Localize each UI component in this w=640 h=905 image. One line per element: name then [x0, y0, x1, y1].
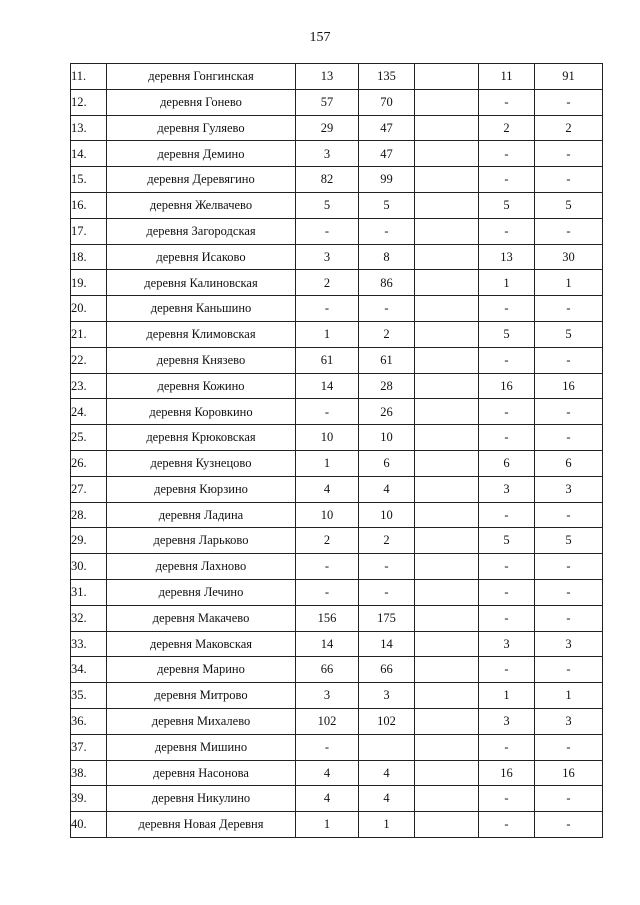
value-col-4: 5: [535, 528, 603, 554]
value-col-4: 1: [535, 270, 603, 296]
empty-col: [415, 89, 479, 115]
row-number: 26.: [71, 450, 107, 476]
value-col-3: -: [479, 657, 535, 683]
value-col-4: 3: [535, 631, 603, 657]
empty-col: [415, 218, 479, 244]
row-number: 13.: [71, 115, 107, 141]
settlement-name: деревня Кюрзино: [107, 476, 296, 502]
table-row: [71, 115, 603, 141]
value-col-3: -: [479, 786, 535, 812]
settlement-name: деревня Желвачево: [107, 192, 296, 218]
row-number: 35.: [71, 683, 107, 709]
empty-col: [415, 399, 479, 425]
row-number: 38.: [71, 760, 107, 786]
value-col-2: -: [359, 579, 415, 605]
table-row: [71, 657, 603, 683]
value-col-2: 26: [359, 399, 415, 425]
settlement-name: деревня Деревягино: [107, 167, 296, 193]
value-col-1: 2: [296, 270, 359, 296]
value-col-2: 175: [359, 605, 415, 631]
value-col-1: -: [296, 554, 359, 580]
value-col-4: -: [535, 579, 603, 605]
value-col-1: 14: [296, 631, 359, 657]
settlement-name: деревня Митрово: [107, 683, 296, 709]
table-row: [71, 734, 603, 760]
table-row: [71, 812, 603, 838]
row-number: 17.: [71, 218, 107, 244]
empty-col: [415, 64, 479, 90]
value-col-3: 11: [479, 64, 535, 90]
value-col-1: 1: [296, 812, 359, 838]
empty-col: [415, 321, 479, 347]
value-col-3: -: [479, 167, 535, 193]
table-row: [71, 399, 603, 425]
value-col-1: 3: [296, 683, 359, 709]
value-col-4: -: [535, 399, 603, 425]
empty-col: [415, 244, 479, 270]
empty-col: [415, 296, 479, 322]
settlement-name: деревня Гонево: [107, 89, 296, 115]
value-col-3: -: [479, 605, 535, 631]
value-col-2: 66: [359, 657, 415, 683]
value-col-1: 14: [296, 373, 359, 399]
value-col-1: -: [296, 579, 359, 605]
value-col-4: -: [535, 786, 603, 812]
value-col-3: -: [479, 218, 535, 244]
value-col-2: 61: [359, 347, 415, 373]
value-col-4: 16: [535, 373, 603, 399]
value-col-2: 4: [359, 476, 415, 502]
row-number: 34.: [71, 657, 107, 683]
row-number: 24.: [71, 399, 107, 425]
value-col-3: 16: [479, 760, 535, 786]
empty-col: [415, 192, 479, 218]
value-col-3: 5: [479, 321, 535, 347]
value-col-2: -: [359, 218, 415, 244]
empty-col: [415, 579, 479, 605]
table-row: [71, 528, 603, 554]
settlement-name: деревня Кожино: [107, 373, 296, 399]
settlement-name: деревня Лахново: [107, 554, 296, 580]
value-col-1: 10: [296, 425, 359, 451]
value-col-2: 10: [359, 425, 415, 451]
value-col-4: 1: [535, 683, 603, 709]
value-col-4: -: [535, 347, 603, 373]
value-col-1: 10: [296, 502, 359, 528]
value-col-4: -: [535, 167, 603, 193]
settlement-name: деревня Макачево: [107, 605, 296, 631]
value-col-3: 6: [479, 450, 535, 476]
row-number: 14.: [71, 141, 107, 167]
empty-col: [415, 141, 479, 167]
value-col-2: 8: [359, 244, 415, 270]
empty-col: [415, 631, 479, 657]
value-col-4: 91: [535, 64, 603, 90]
value-col-1: 61: [296, 347, 359, 373]
settlement-name: деревня Крюковская: [107, 425, 296, 451]
empty-col: [415, 786, 479, 812]
empty-col: [415, 812, 479, 838]
value-col-2: 4: [359, 760, 415, 786]
value-col-4: 30: [535, 244, 603, 270]
value-col-4: 5: [535, 321, 603, 347]
row-number: 19.: [71, 270, 107, 296]
table-row: [71, 321, 603, 347]
table-row: [71, 167, 603, 193]
empty-col: [415, 760, 479, 786]
row-number: 22.: [71, 347, 107, 373]
value-col-2: 135: [359, 64, 415, 90]
value-col-1: 4: [296, 476, 359, 502]
value-col-1: 4: [296, 760, 359, 786]
table-row: [71, 786, 603, 812]
settlement-name: деревня Мишино: [107, 734, 296, 760]
value-col-3: -: [479, 554, 535, 580]
value-col-4: -: [535, 812, 603, 838]
value-col-2: 99: [359, 167, 415, 193]
settlement-name: деревня Загородская: [107, 218, 296, 244]
row-number: 29.: [71, 528, 107, 554]
value-col-4: -: [535, 502, 603, 528]
value-col-2: 2: [359, 321, 415, 347]
value-col-1: -: [296, 218, 359, 244]
value-col-3: 1: [479, 270, 535, 296]
value-col-3: 3: [479, 476, 535, 502]
row-number: 18.: [71, 244, 107, 270]
value-col-2: 70: [359, 89, 415, 115]
value-col-4: -: [535, 296, 603, 322]
value-col-1: -: [296, 296, 359, 322]
row-number: 37.: [71, 734, 107, 760]
table-row: [71, 502, 603, 528]
value-col-2: 102: [359, 708, 415, 734]
value-col-3: -: [479, 141, 535, 167]
value-col-4: 6: [535, 450, 603, 476]
row-number: 30.: [71, 554, 107, 580]
value-col-3: 13: [479, 244, 535, 270]
settlement-name: деревня Климовская: [107, 321, 296, 347]
settlement-name: деревня Ладина: [107, 502, 296, 528]
table-row: [71, 244, 603, 270]
value-col-4: 3: [535, 708, 603, 734]
empty-col: [415, 605, 479, 631]
table-row: [71, 296, 603, 322]
value-col-1: 5: [296, 192, 359, 218]
value-col-4: 5: [535, 192, 603, 218]
settlement-name: деревня Маковская: [107, 631, 296, 657]
settlement-name: деревня Гуляево: [107, 115, 296, 141]
value-col-2: 5: [359, 192, 415, 218]
value-col-2: -: [359, 296, 415, 322]
settlement-name: деревня Демино: [107, 141, 296, 167]
settlement-name: деревня Никулино: [107, 786, 296, 812]
value-col-1: 13: [296, 64, 359, 90]
empty-col: [415, 502, 479, 528]
value-col-4: 3: [535, 476, 603, 502]
table-row: [71, 218, 603, 244]
value-col-2: -: [359, 554, 415, 580]
empty-col: [415, 450, 479, 476]
settlement-name: деревня Насонова: [107, 760, 296, 786]
table-row: [71, 141, 603, 167]
value-col-3: 2: [479, 115, 535, 141]
table-row: [71, 373, 603, 399]
value-col-1: 1: [296, 321, 359, 347]
settlement-name: деревня Ларьково: [107, 528, 296, 554]
settlement-name: деревня Новая Деревня: [107, 812, 296, 838]
settlement-name: деревня Коровкино: [107, 399, 296, 425]
row-number: 33.: [71, 631, 107, 657]
table-row: [71, 605, 603, 631]
value-col-3: -: [479, 579, 535, 605]
page-number: 157: [309, 30, 331, 45]
empty-col: [415, 425, 479, 451]
value-col-3: 3: [479, 708, 535, 734]
table-row: [71, 683, 603, 709]
settlement-name: деревня Исаково: [107, 244, 296, 270]
value-col-2: 47: [359, 141, 415, 167]
table-row: [71, 554, 603, 580]
settlement-name: деревня Калиновская: [107, 270, 296, 296]
value-col-2: 28: [359, 373, 415, 399]
row-number: 23.: [71, 373, 107, 399]
settlement-name: деревня Лечино: [107, 579, 296, 605]
settlements-table: [70, 63, 603, 838]
value-col-4: -: [535, 657, 603, 683]
value-col-3: 3: [479, 631, 535, 657]
value-col-1: 57: [296, 89, 359, 115]
value-col-1: 29: [296, 115, 359, 141]
value-col-1: 3: [296, 244, 359, 270]
value-col-3: 5: [479, 528, 535, 554]
value-col-2: 10: [359, 502, 415, 528]
row-number: 40.: [71, 812, 107, 838]
value-col-4: -: [535, 425, 603, 451]
row-number: 25.: [71, 425, 107, 451]
settlement-name: деревня Михалево: [107, 708, 296, 734]
row-number: 20.: [71, 296, 107, 322]
table-row: [71, 760, 603, 786]
empty-col: [415, 554, 479, 580]
row-number: 16.: [71, 192, 107, 218]
value-col-1: 3: [296, 141, 359, 167]
settlement-name: деревня Кузнецово: [107, 450, 296, 476]
empty-col: [415, 528, 479, 554]
value-col-4: -: [535, 89, 603, 115]
table-row: [71, 64, 603, 90]
value-col-1: 102: [296, 708, 359, 734]
row-number: 21.: [71, 321, 107, 347]
value-col-2: 6: [359, 450, 415, 476]
table-row: [71, 192, 603, 218]
value-col-2: 1: [359, 812, 415, 838]
value-col-3: -: [479, 347, 535, 373]
value-col-1: 66: [296, 657, 359, 683]
row-number: 15.: [71, 167, 107, 193]
value-col-1: 4: [296, 786, 359, 812]
empty-col: [415, 657, 479, 683]
value-col-3: -: [479, 425, 535, 451]
value-col-3: 16: [479, 373, 535, 399]
value-col-4: -: [535, 734, 603, 760]
value-col-2: 47: [359, 115, 415, 141]
empty-col: [415, 476, 479, 502]
value-col-1: -: [296, 734, 359, 760]
table-body: [71, 64, 603, 838]
value-col-3: -: [479, 502, 535, 528]
settlement-name: деревня Гонгинская: [107, 64, 296, 90]
row-number: 39.: [71, 786, 107, 812]
value-col-1: -: [296, 399, 359, 425]
value-col-3: -: [479, 89, 535, 115]
value-col-4: -: [535, 141, 603, 167]
empty-col: [415, 167, 479, 193]
table-row: [71, 631, 603, 657]
empty-col: [415, 734, 479, 760]
table-row: [71, 425, 603, 451]
value-col-4: 2: [535, 115, 603, 141]
table-row: [71, 347, 603, 373]
row-number: 32.: [71, 605, 107, 631]
table-row: [71, 708, 603, 734]
row-number: 31.: [71, 579, 107, 605]
value-col-3: 5: [479, 192, 535, 218]
empty-col: [415, 708, 479, 734]
value-col-2: 2: [359, 528, 415, 554]
value-col-4: -: [535, 605, 603, 631]
table-row: [71, 89, 603, 115]
empty-col: [415, 373, 479, 399]
empty-col: [415, 270, 479, 296]
value-col-1: 82: [296, 167, 359, 193]
table-row: [71, 270, 603, 296]
settlement-name: деревня Каньшино: [107, 296, 296, 322]
row-number: 12.: [71, 89, 107, 115]
value-col-2: 4: [359, 786, 415, 812]
empty-col: [415, 683, 479, 709]
value-col-3: 1: [479, 683, 535, 709]
row-number: 27.: [71, 476, 107, 502]
value-col-1: 156: [296, 605, 359, 631]
settlement-name: деревня Князево: [107, 347, 296, 373]
value-col-2: [359, 734, 415, 760]
value-col-2: 14: [359, 631, 415, 657]
empty-col: [415, 347, 479, 373]
table-row: [71, 579, 603, 605]
value-col-2: 3: [359, 683, 415, 709]
table-row: [71, 476, 603, 502]
empty-col: [415, 115, 479, 141]
value-col-3: -: [479, 734, 535, 760]
value-col-3: -: [479, 296, 535, 322]
value-col-4: 16: [535, 760, 603, 786]
value-col-4: -: [535, 218, 603, 244]
value-col-4: -: [535, 554, 603, 580]
table-row: [71, 450, 603, 476]
value-col-1: 2: [296, 528, 359, 554]
value-col-3: -: [479, 399, 535, 425]
value-col-1: 1: [296, 450, 359, 476]
row-number: 11.: [71, 64, 107, 90]
row-number: 36.: [71, 708, 107, 734]
value-col-3: -: [479, 812, 535, 838]
value-col-2: 86: [359, 270, 415, 296]
settlement-name: деревня Марино: [107, 657, 296, 683]
row-number: 28.: [71, 502, 107, 528]
